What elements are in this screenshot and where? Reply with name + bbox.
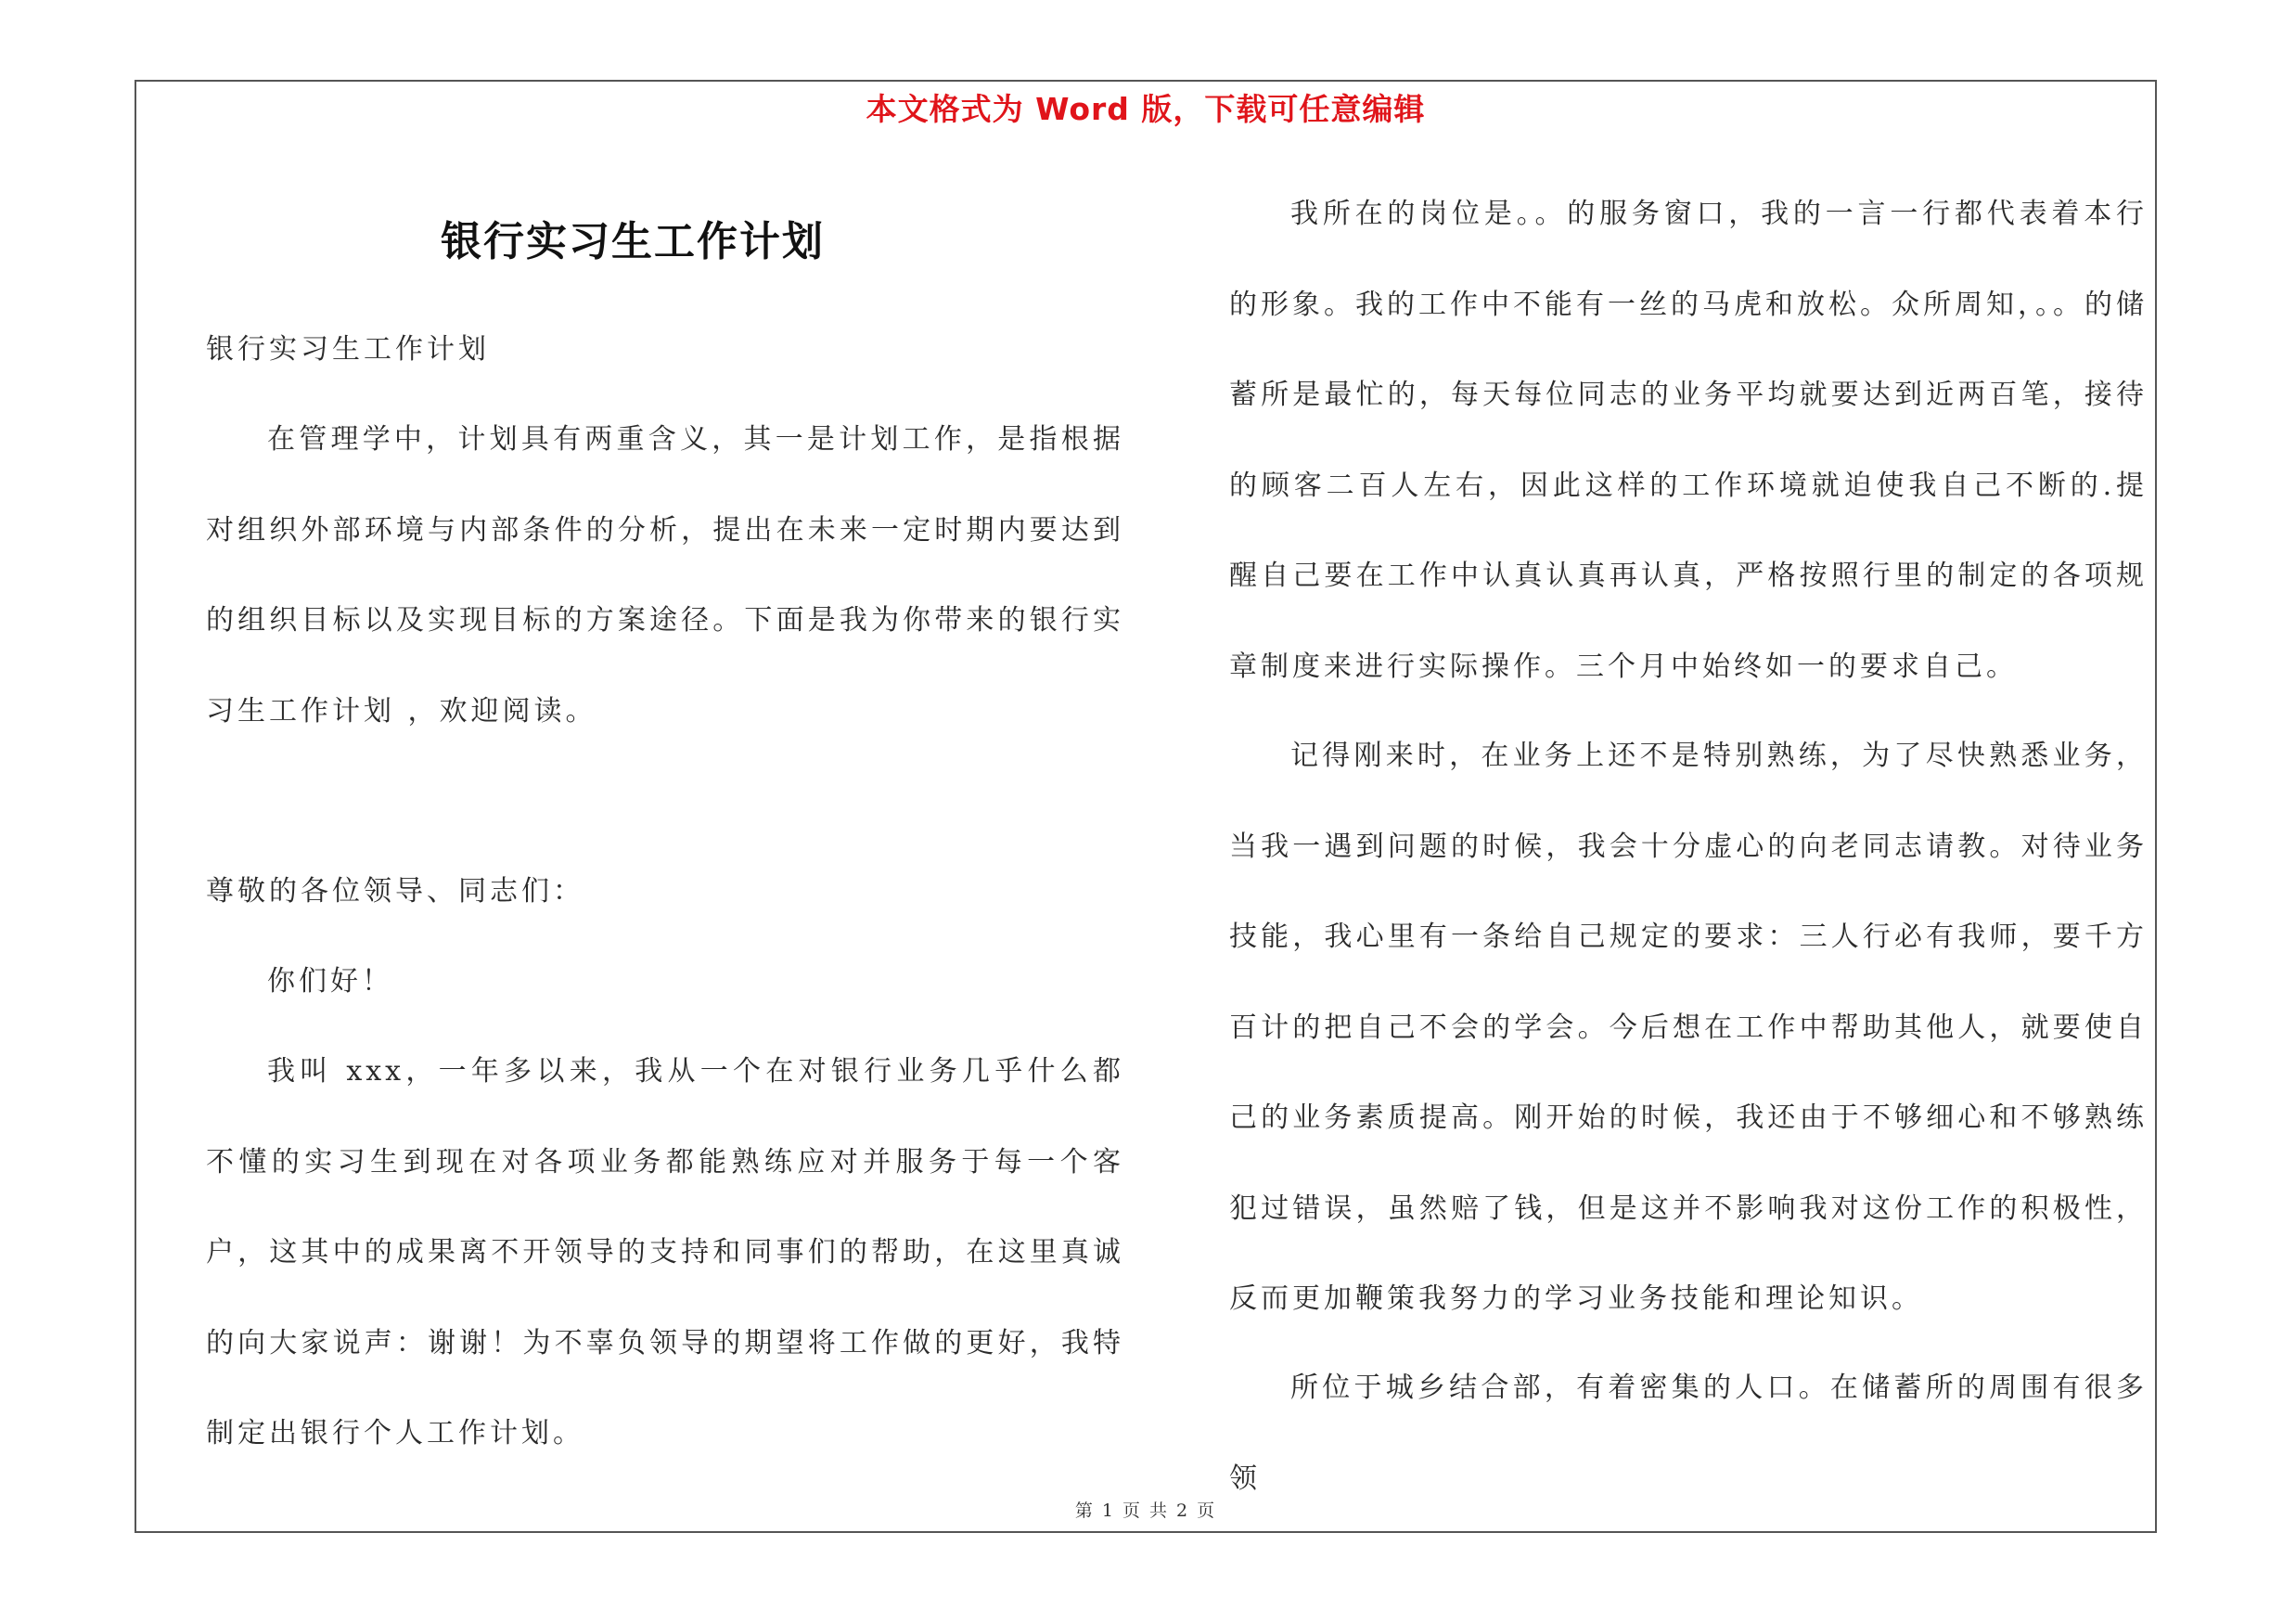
format-banner: 本文格式为 Word 版，下载可任意编辑 xyxy=(866,91,1426,127)
left-paragraph-self-intro: 我叫 xxx，一年多以来，我从一个在对银行业务几乎什么都不懂的实习生到现在对各项业务都能熟练应对并服务于每一个客户，这其中的成果离不开领导的支持和同事们的帮助，在这里真诚的向大家说声：谢谢！为不辜负领导的期望将工作做的更好，我特制定出银行个人工作计划。 xyxy=(206,1055,1124,1449)
left-paragraph-intro: 在管理学中，计划具有两重含义，其一是计划工作，是指根据对组织外部环境与内部条件的分析，提出在未来一定时期内要达到的组织目标以及实现目标的方案途径。下面是我为你带来的银行实习生工作计划 ，欢迎阅读。 xyxy=(206,423,1124,728)
right-paragraph-learning: 记得刚来时，在业务上还不是特别熟练，为了尽快熟悉业务，当我一遇到问题的时候，我会十分虚心的向老同志请教。对待业务技能，我心里有一条给自己规定的要求：三人行必有我师，要千方百计的把自己不会的学会。今后想在工作中帮助其他人，就要使自己的业务素质提高。刚开始的时候，我还由于不够细心和不够熟练犯过错误，虽然赔了钱，但是这并不影响我对这份工作的积极性，反而更加鞭策我努力的学习业务技能和理论知识。 xyxy=(1229,740,2148,1315)
left-paragraph-salutation: 尊敬的各位领导、同志们： xyxy=(206,875,584,908)
document-title: 银行实习生工作计划 xyxy=(441,218,825,265)
left-paragraph-subtitle: 银行实习生工作计划 xyxy=(206,333,490,366)
left-paragraph-greeting: 你们好！ xyxy=(267,965,393,998)
right-paragraph-location: 所位于城乡结合部，有着密集的人口。在储蓄所的周围有很多领 xyxy=(1229,1372,2148,1495)
page-number-footer: 第 1 页 共 2 页 xyxy=(1074,1501,1217,1521)
right-paragraph-position: 我所在的岗位是。。的服务窗口，我的一言一行都代表着本行的形象。我的工作中不能有一丝的马虎和放松。众所周知，。。的储蓄所是最忙的，每天每位同志的业务平均就要达到近两百笔，接待的顾客二百人左右，因此这样的工作环境就迫使我自己不断的.提醒自己要在工作中认真认真再认真，严格按照行里的制定的各项规章制度来进行实际操作。三个月中始终如一的要求自己。 xyxy=(1229,198,2148,683)
